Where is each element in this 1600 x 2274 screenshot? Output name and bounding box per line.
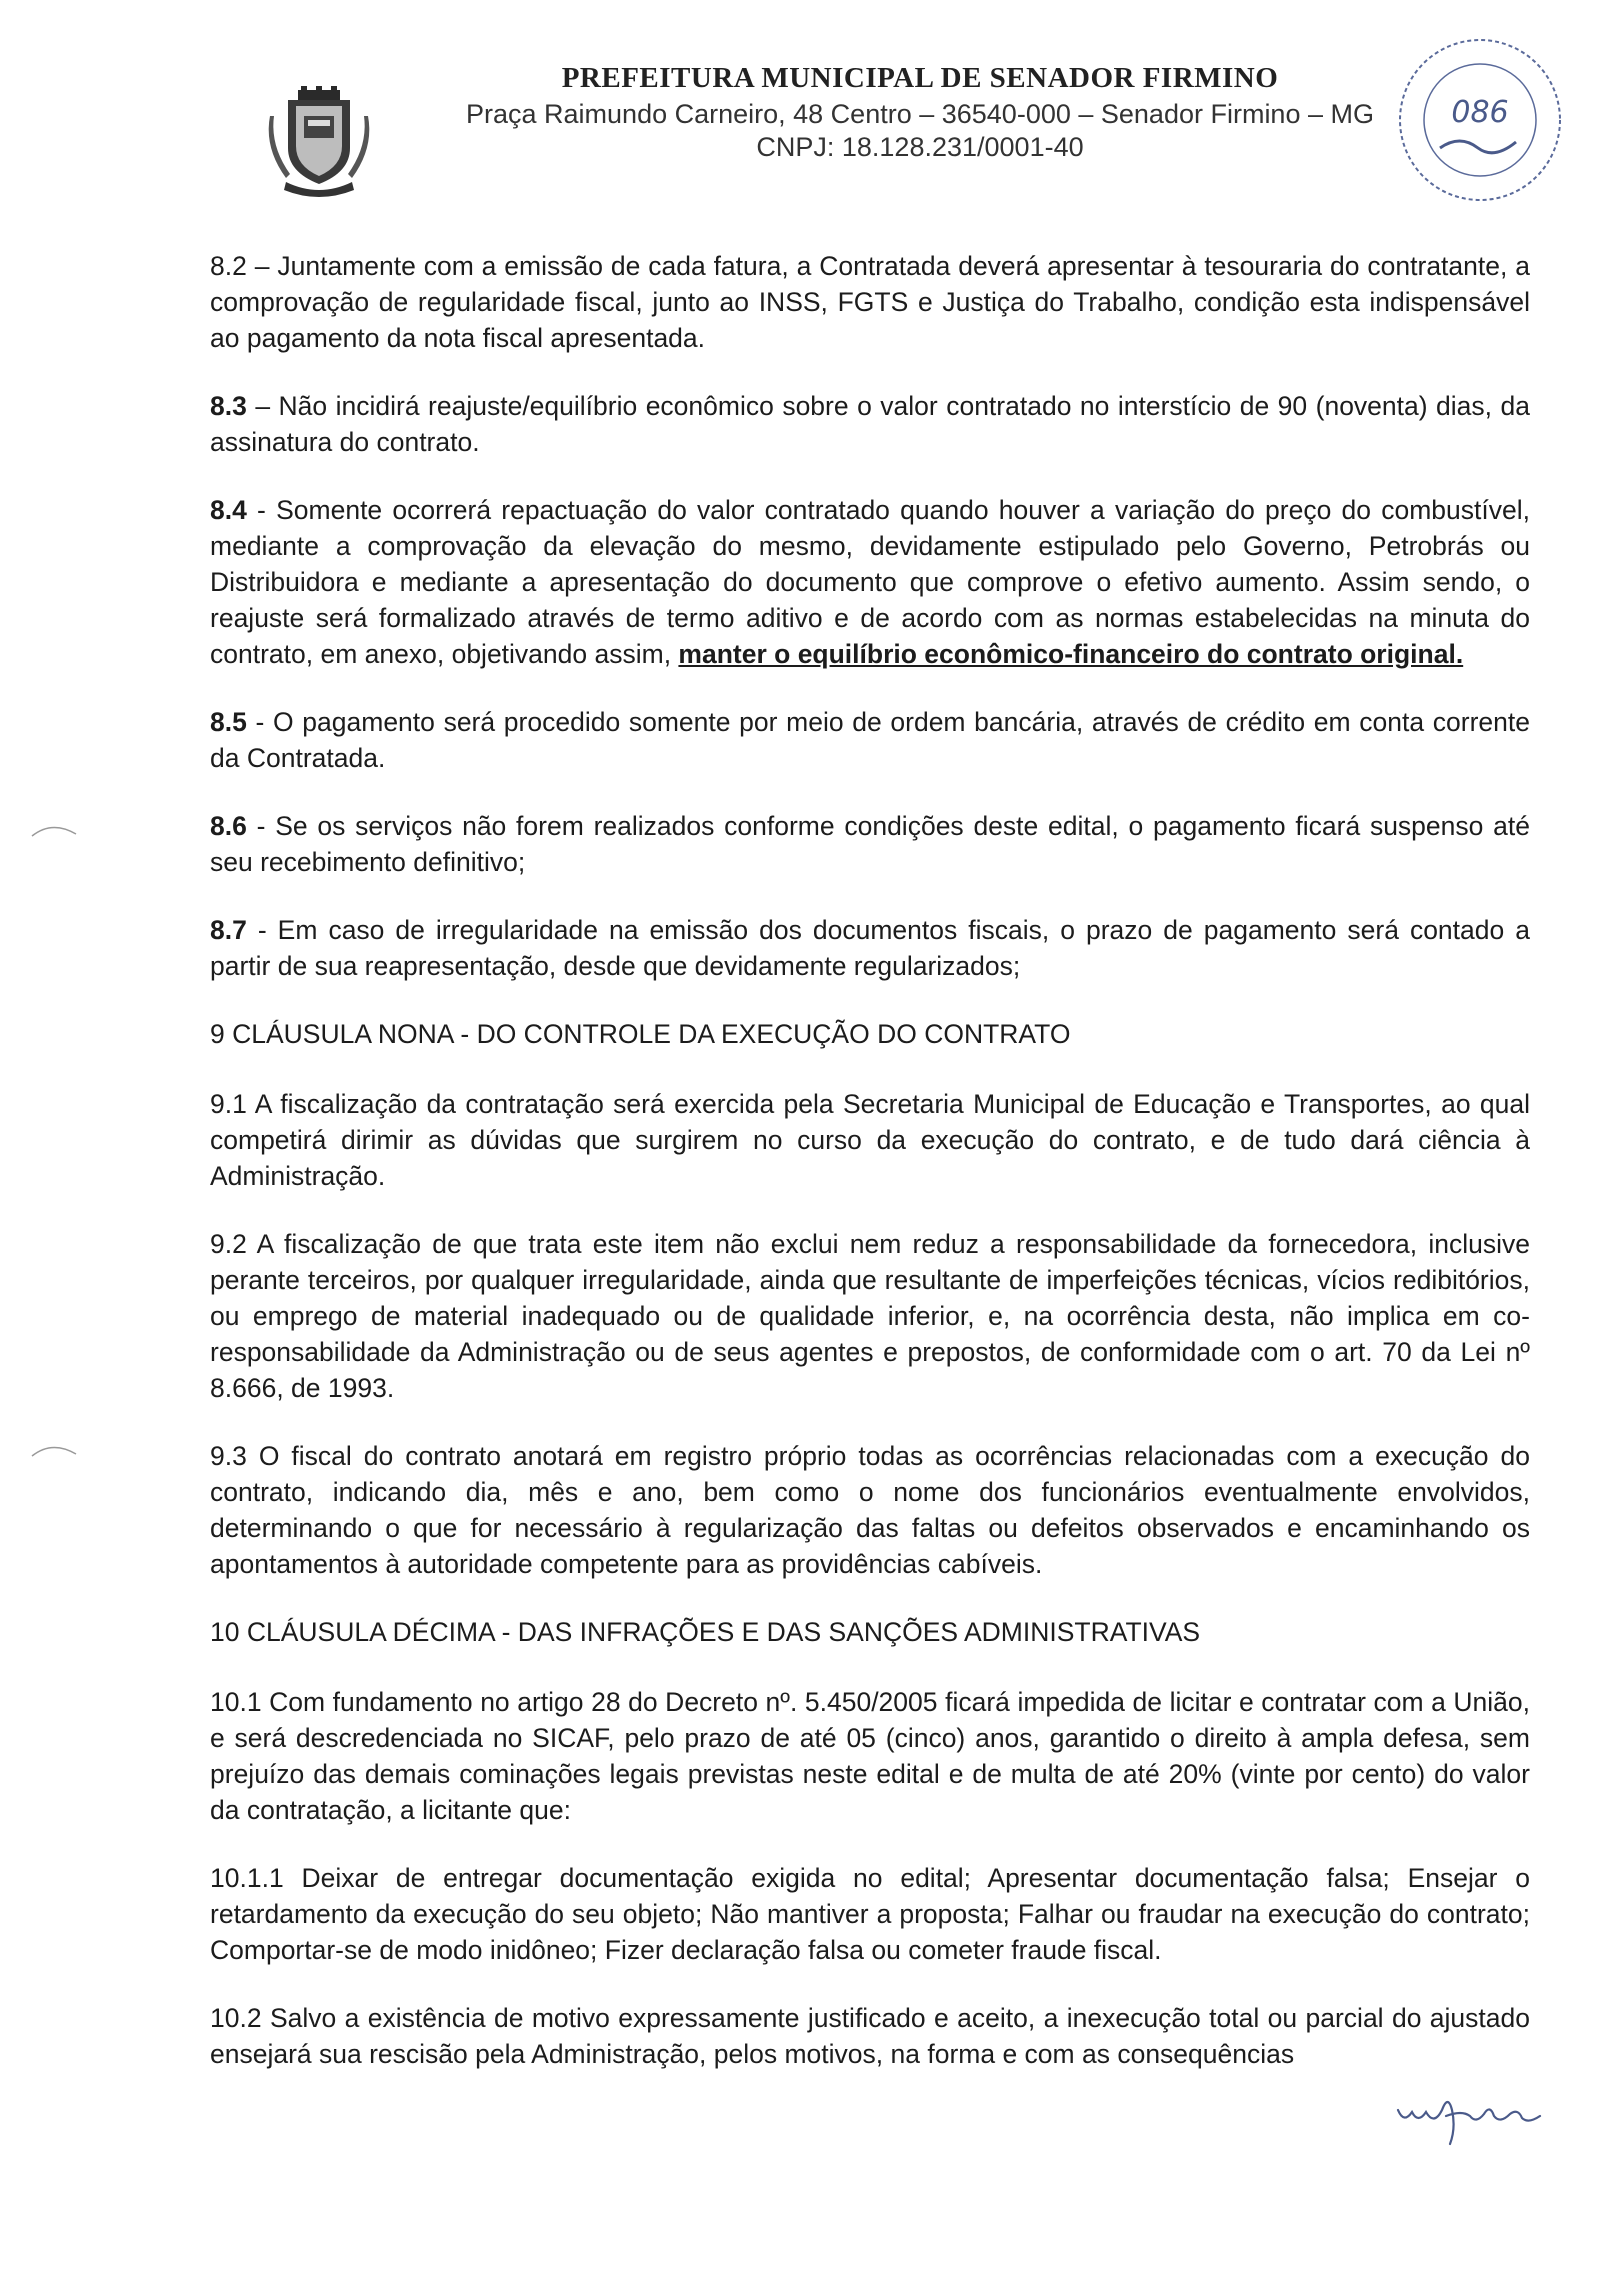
- clause-8-5: [210, 704, 1530, 776]
- clause-number: 8.5: [210, 707, 247, 737]
- letterhead: [440, 62, 1400, 163]
- clause-8-3: [210, 388, 1530, 460]
- clause-8-2: [210, 248, 1530, 356]
- clause-9-2: 9.2 A fiscalização de que trata este item não exclui nem reduz a responsabilidade da fornecedora, inclusive perante terceiros, por qualquer irregularidade, ainda que resultante de imperfeições técnicas, vícios redibitórios, ou emprego de material inadequado ou de qualidade inferior, e, na ocorrência desta, não implica em co-responsabilidade da Administração ou de seus agentes e prepostos, de conformidade com o art. 70 da Lei nº 8.666, de 1993.: [210, 1229, 1530, 1403]
- clause-8-4: [210, 492, 1530, 672]
- document-body: [210, 248, 1530, 2104]
- page-number-stamp: [1390, 30, 1570, 210]
- section-heading-9: 9 CLÁUSULA NONA - DO CONTROLE DA EXECUÇÃO DO CONTRATO: [210, 1019, 1071, 1049]
- margin-mark: [30, 820, 78, 840]
- clause-10-1-1: 10.1.1 Deixar de entregar documentação exigida no edital; Apresentar documentação falsa; Ensejar o retardamento da execução do seu objeto; Não mantiver a proposta; Falhar ou fraudar na execução do contrato; Comportar-se de modo inidôneo; Fizer declaração falsa ou cometer fraude fiscal.: [210, 1863, 1530, 1965]
- clause-8-7: [210, 912, 1530, 984]
- clause-text: – Juntamente com a emissão de cada fatura, a Contratada deverá apresentar à tesouraria do contratante, a comprovação de regularidade fiscal, junto ao INSS, FGTS e Justiça do Trabalho, condição esta indispensável ao pagamento da nota fiscal apresentada.: [210, 251, 1530, 353]
- stamp-number: 086: [1451, 95, 1509, 130]
- clause-number: 8.4: [210, 495, 247, 525]
- clause-number: 8.2: [210, 251, 247, 281]
- clause-number: 8.6: [210, 811, 247, 841]
- clause-text: – Não incidirá reajuste/equilíbrio econômico sobre o valor contratado no interstício de 90 (noventa) dias, da assinatura do contrato.: [210, 391, 1530, 457]
- clause-8-6: [210, 808, 1530, 880]
- clause-emphasis: manter o equilíbrio econômico-financeiro do contrato original.: [678, 639, 1464, 669]
- clause-number: 8.7: [210, 915, 247, 945]
- clause-text: - O pagamento será procedido somente por meio de ordem bancária, através de crédito em conta corrente da Contratada.: [210, 707, 1530, 773]
- clause-number: 8.3: [210, 391, 247, 421]
- clause-9-1: 9.1 A fiscalização da contratação será exercida pela Secretaria Municipal de Educação e Transportes, ao qual competirá dirimir as dúvidas que surgirem no curso da execução do contrato, e de tudo dará ciência à Administração.: [210, 1089, 1530, 1191]
- margin-mark: [30, 1440, 78, 1460]
- clause-text: - Somente ocorrerá repactuação do valor contratado quando houver a variação do preço do combustível, mediante a comprovação da elevação do mesmo, devidamente estipulado pelo Governo, Petrobrás ou Distribuidora e mediante a apresentação do documento que comprove o efetivo aumento. Assim sendo, o reajuste será formalizado através de termo aditivo e de acordo com as normas estabelecidas na minuta do contrato, em anexo, objetivando assim,: [210, 495, 1530, 669]
- handwritten-signature: [1390, 2080, 1550, 2160]
- org-cnpj: CNPJ: 18.128.231/0001-40: [756, 132, 1084, 162]
- org-name: PREFEITURA MUNICIPAL DE SENADOR FIRMINO: [561, 62, 1279, 94]
- coat-of-arms-logo: [268, 86, 370, 198]
- clause-9-3: 9.3 O fiscal do contrato anotará em registro próprio todas as ocorrências relacionadas com a execução do contrato, indicando dia, mês e ano, bem como o nome dos funcionários eventualmente envolvidos, determinando o que for necessário à regularização das faltas ou defeitos observados e encaminhando os apontamentos à autoridade competente para as providências cabíveis.: [210, 1441, 1530, 1579]
- clause-10-1: 10.1 Com fundamento no artigo 28 do Decreto nº. 5.450/2005 ficará impedida de licitar e contratar com a União, e será descredenciada no SICAF, pelo prazo de até 05 (cinco) anos, garantido o direito à ampla defesa, sem prejuízo das demais cominações legais previstas neste edital e de multa de até 20% (vinte por cento) do valor da contratação, a licitante que:: [210, 1687, 1530, 1825]
- clause-text: - Se os serviços não forem realizados conforme condições deste edital, o pagamento ficará suspenso até seu recebimento definitivo;: [210, 811, 1530, 877]
- clause-10-2: 10.2 Salvo a existência de motivo expressamente justificado e aceito, a inexecução total ou parcial do ajustado ensejará sua rescisão pela Administração, pelos motivos, na forma e com as consequências: [210, 2003, 1530, 2069]
- org-address: Praça Raimundo Carneiro, 48 Centro – 36540-000 – Senador Firmino – MG: [466, 99, 1374, 129]
- section-heading-10: 10 CLÁUSULA DÉCIMA - DAS INFRAÇÕES E DAS SANÇÕES ADMINISTRATIVAS: [210, 1617, 1201, 1647]
- clause-text: - Em caso de irregularidade na emissão dos documentos fiscais, o prazo de pagamento será contado a partir de sua reapresentação, desde que devidamente regularizados;: [210, 915, 1530, 981]
